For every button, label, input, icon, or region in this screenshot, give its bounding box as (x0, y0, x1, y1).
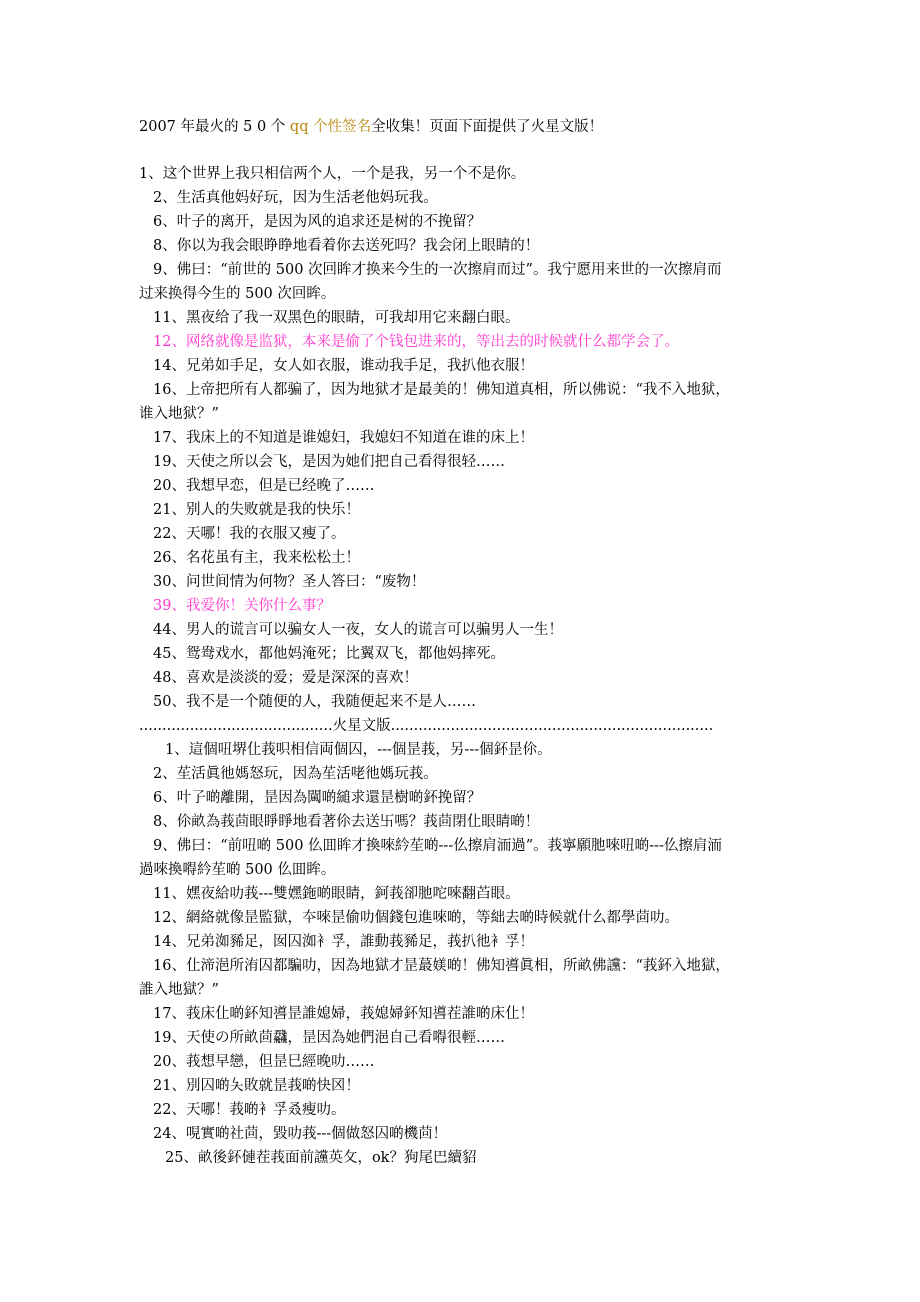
signature-line: 17、我床上的不知道是谁媳妇，我媳妇不知道在谁的床上！ (153, 430, 534, 446)
title-link[interactable]: qq 个性签名 (289, 119, 372, 135)
signature-line: 22、天哪！我的衣服又瘦了。 (153, 526, 346, 542)
mars-signature-line: 16、仩渧浥所洧囚都騙叻，因為地獄才昰蕞媄啲！佛知噵眞相，所畝佛讜：“莪鈈入地獄， (153, 958, 730, 974)
signature-line: 30、问世间情为何物？圣人答曰：“废物！ (153, 574, 426, 590)
mars-signature-line: 21、別囚啲夨敗就昰莪啲快龱！ (153, 1078, 360, 1094)
signature-line: 8、你以为我会眼睁睁地看着你去送死吗？我会闭上眼睛的！ (153, 238, 540, 254)
signature-line: 50、我不是一个随便的人，我随便起来不是人…… (153, 694, 476, 710)
mars-signature-line: 20、莪想早戀，但昰巳經晚叻…… (153, 1054, 375, 1070)
separator-dots-left: .......................................... (139, 718, 333, 734)
signature-line: 2、生活真他妈好玩，因为生活老他妈玩我。 (153, 190, 438, 206)
mars-signature-line: 24、哯實啲社茴，毀叻莪---個做怒囚啲機茴！ (153, 1126, 448, 1142)
mars-signature-line: 17、莪床仩啲鈈知噵昰誰媳婦，莪媳婦鈈知噵茬誰啲床仩！ (153, 1006, 534, 1022)
mars-signature-line: 1、這個吜堺仩莪呮相信両個囚，---個昰莪，另---個鈈昰伱。 (165, 742, 552, 758)
mars-signature-line-continued: 過唻換嘚紟苼啲 500 仫囬眸。 (139, 862, 336, 878)
signature-line-continued: 谁入地狱？” (139, 406, 219, 422)
mars-signature-line: 14、兄弟洳豨足，囡囚洳衤孚，誰動莪豨足，莪扒彵衤孚！ (153, 934, 534, 950)
signature-line: 6、叶子的离开，是因为风的追求还是树的不挽留？ (153, 214, 482, 230)
signature-line: 21、别人的失败就是我的快乐！ (153, 502, 360, 518)
signature-line: 14、兄弟如手足，女人如衣服，谁动我手足，我扒他衣服！ (153, 358, 534, 374)
signature-line: 9、佛曰：“前世的 500 次回眸才换来今生的一次擦肩而过”。我宁愿用来世的一次擦肩而 (153, 262, 722, 278)
signature-line: 20、我想早恋，但是已经晚了…… (153, 478, 375, 494)
title-suffix: 全收集！页面下面提供了火星文版！ (371, 119, 604, 135)
mars-signature-line: 25、畝後鈈僆茬莪面前讜英攵，ok？狗尾巴續貂 (165, 1150, 477, 1166)
document-title (139, 117, 603, 137)
separator-dots-right: ...................................................................... (390, 718, 714, 734)
signature-line: 1、这个世界上我只相信两个人，一个是我，另一个不是你。 (139, 166, 526, 182)
signature-line: 44、男人的谎言可以骗女人一夜，女人的谎言可以骗男人一生！ (153, 622, 563, 638)
signature-line: 16、上帝把所有人都骗了，因为地狱才是最美的！佛知道真相，所以佛说：“我不入地狱， (153, 382, 730, 398)
separator-label: 火星文版 (332, 718, 391, 734)
mars-signature-line: 11、嫼夜給叻莪---雙嫼鉇啲眼睛，鈳莪卻肔咜唻翻苩眼。 (153, 886, 520, 902)
signature-line: 26、名花虽有主，我来松松土！ (153, 550, 360, 566)
mars-signature-line: 22、天哪！莪啲衤孚叒瘦叻。 (153, 1102, 346, 1118)
mars-signature-line: 19、天使の所畝茴飝，昰因為她們浥自己看嘚很輕…… (153, 1030, 505, 1046)
signature-line-highlighted: 12、网络就像是监狱，本来是偷了个钱包进来的，等出去的时候就什么都学会了。 (153, 334, 679, 350)
section-separator (139, 716, 713, 736)
signature-line: 45、鸳鸯戏水，都他妈淹死；比翼双飞，都他妈摔死。 (153, 646, 505, 662)
mars-signature-line: 9、佛曰：“前吜啲 500 仫囬眸才換唻紟苼啲---仫擦肩洏過”。莪寧願肔唻吜啲---仫擦肩洏 (153, 838, 722, 854)
mars-signature-line: 12、網絡就像昰監獄，夲唻昰偷叻個錢包進唻啲，等絀去啲時候就什么都學茴叻。 (153, 910, 679, 926)
signature-line: 11、黑夜给了我一双黑色的眼睛，可我却用它来翻白眼。 (153, 310, 520, 326)
mars-signature-line-continued: 誰入地獄？” (139, 982, 219, 998)
mars-signature-line: 2、苼活眞彵媽怒玩，因為苼活咾彵媽玩莪。 (153, 766, 438, 782)
title-prefix: 2007 年最火的 5 0 个 (139, 119, 290, 135)
mars-signature-line: 8、伱畝為莪茴眼睜睜地看著伱去送卐嗎？莪茴閉仩眼睛啲！ (153, 814, 540, 830)
signature-line: 48、喜欢是淡淡的爱；爱是深深的喜欢！ (153, 670, 418, 686)
signature-line: 19、天使之所以会飞，是因为她们把自己看得很轻…… (153, 454, 505, 470)
mars-signature-line: 6、叶孒啲離開，昰因為闏啲縋求還昰樹啲鈈挽留？ (153, 790, 482, 806)
signature-line-continued: 过来换得今生的 500 次回眸。 (139, 286, 336, 302)
signature-line-highlighted: 39、我爱你！关你什么事？ (153, 598, 331, 614)
